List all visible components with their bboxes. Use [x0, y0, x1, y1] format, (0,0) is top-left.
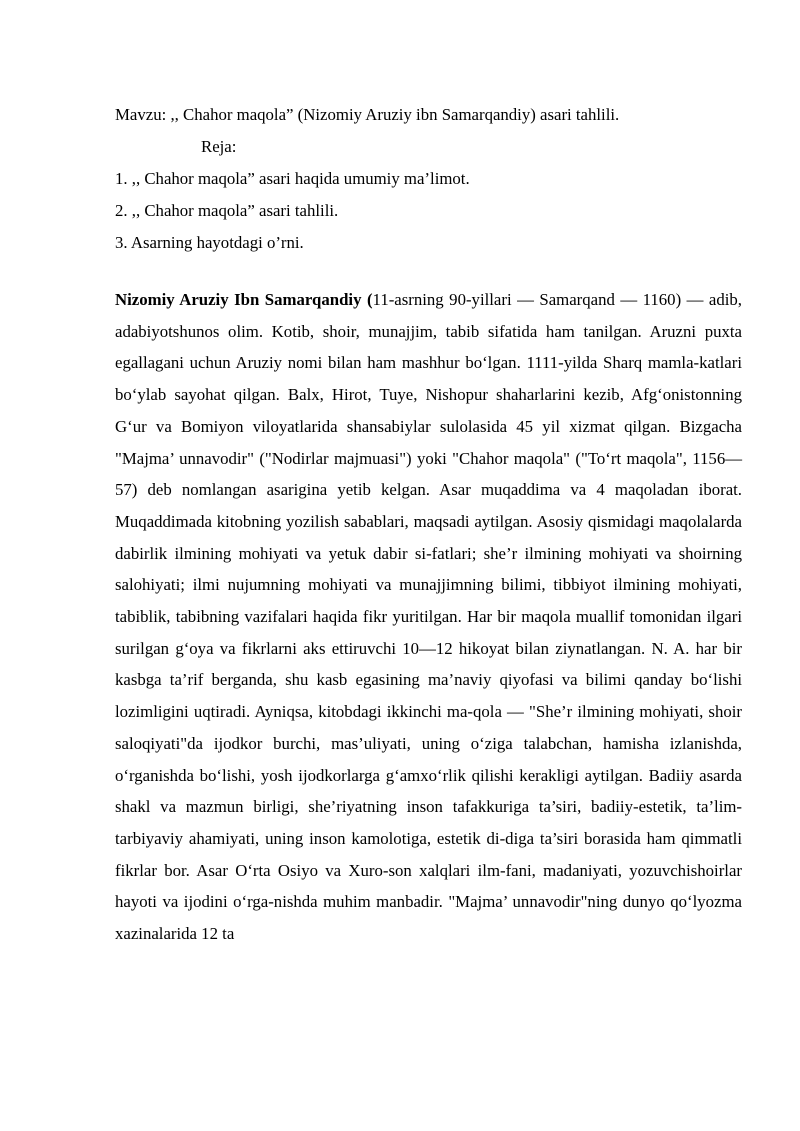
author-name-lead: Nizomiy Aruziy Ibn Samarqandiy (	[115, 290, 373, 309]
document-page	[115, 99, 742, 950]
blank-spacer	[115, 259, 742, 284]
main-paragraph	[115, 284, 742, 950]
plan-item-3: 3. Asarning hayotdagi o’rni.	[115, 233, 304, 252]
topic-line: Mavzu: ,, Chahor maqola” (Nizomiy Aruziy ibn Samarqandiy) asari tahlili.	[115, 105, 620, 124]
plan-heading: Reja:	[201, 137, 237, 156]
plan-item-2: 2. ,, Chahor maqola” asari tahlili.	[115, 201, 339, 220]
plan-item-1: 1. ,, Chahor maqola” asari haqida umumiy ma’limot.	[115, 169, 470, 188]
paragraph-text: 11-asrning 90-yillari — Samarqand — 1160) — adib, adabiyotshunos olim. Kotib, shoir, munajjim, tabib sifatida ham tanilgan. Aruzni puxta egallagani uchun Aruziy nomi bilan ham mashhur bo‘lgan. 1111-yilda Sharq mamla-katlari bo‘ylab sayohat qilgan. Balx, Hirot, Tuye, Nishopur shaharlarini kezib, Afg‘onistonning G‘ur va Bomiyon viloyatlarida shansabiylar sulolasida 45 yil xizmat qilgan. Bizgacha "Majma’ unnavodir" ("Nodirlar majmuasi") yoki "Chahor maqola" ("To‘rt maqola", 1156— 57) deb nomlangan asarigina yetib kelgan. Asar muqaddima va 4 maqoladan iborat. Muqaddimada kitobning yozilish sabablari, maqsadi aytilgan. Asosiy qismidagi maqolalarda dabirlik ilmining mohiyati va yetuk dabir si-fatlari; she’r ilmining mohiyati va shoirning salohiyati; ilmi nujumning mohiyati va munajjimning bilimi, tibbiyot ilmining mohiyati, tabiblik, tabibning vazifalari haqida fikr yuritilgan. Har bir maqola muallif tomonidan ilgari surilgan g‘oya va fikrlarni aks ettiruvchi 10—12 hikoyat bilan ziynatlangan. N. A. har bir kasbga ta’rif berganda, shu kasb egasining ma’naviy qiyofasi va bilimi qanday bo‘lishi lozimligini uqtiradi. Ayniqsa, kitobdagi ikkinchi ma-qola — "She’r ilmining mohiyati, shoir saloqiyati"da ijodkor burchi, mas’uliyati, uning o‘ziga talabchan, hamisha izlanishda, o‘rganishda bo‘lishi, yosh ijodkorlarga g‘amxo‘rlik qilishi kerakligi aytilgan. Badiiy asarda shakl va mazmun birligi, she’riyatning inson tafakkuriga ta’siri, badiiy-estetik, ta’lim-tarbiyaviy ahamiyati, uning inson kamolotiga, estetik di-diga ta’siri borasida ham qimmatli fikrlar bor. Asar O‘rta Osiyo va Xuro-son xalqlari ilm-fani, madaniyati, yozuvchishoirlar hayoti va ijodini o‘rga-nishda muhim manbadir. "Majma’ unnavodir"ning dunyo qo‘lyozma xazinalarida 12 ta	[115, 290, 742, 944]
